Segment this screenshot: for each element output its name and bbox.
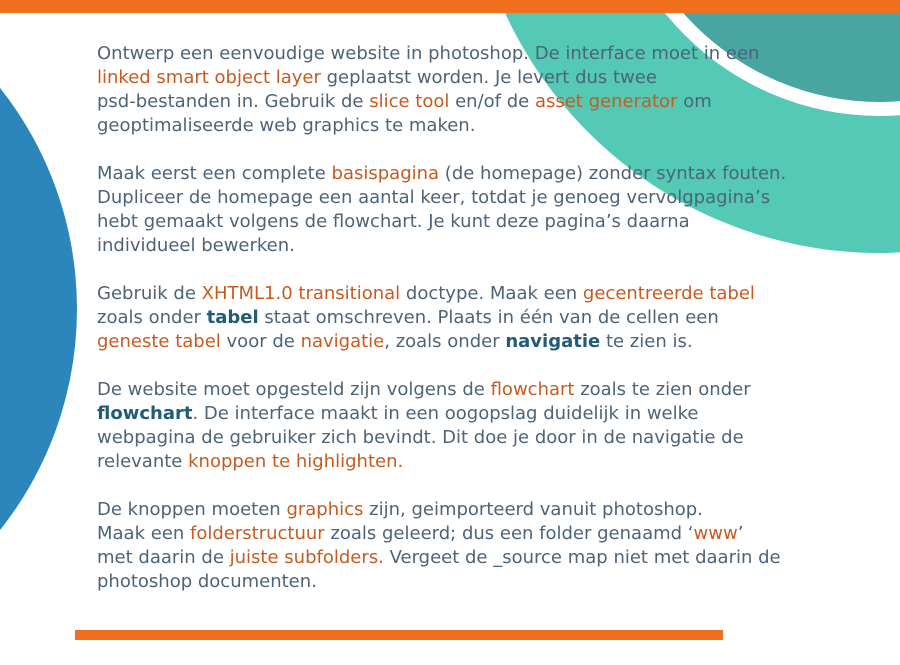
text-segment: te zien is. <box>600 331 693 352</box>
text-line <box>97 186 877 210</box>
text-segment: juiste subfolders. <box>229 547 384 568</box>
text-segment: webpagina de gebruiker zich bevindt. Dit doe je door in de navigatie de <box>97 427 744 448</box>
text-segment: en/of de <box>449 91 535 112</box>
text-segment: , zoals onder <box>384 331 506 352</box>
paragraph <box>97 162 877 258</box>
text-segment: voor de <box>220 331 301 352</box>
text-segment: Gebruik de <box>97 283 202 304</box>
text-segment: gecentreerde tabel <box>582 283 755 304</box>
text-segment: basispagina <box>331 163 440 184</box>
text-segment: knoppen te highlighten. <box>188 451 404 472</box>
text-segment: navigatie <box>300 331 385 352</box>
text-segment: (de homepage) zonder syntax fouten. <box>439 163 787 184</box>
text-segment: photoshop documenten. <box>97 571 317 592</box>
text-segment: zijn, geimporteerd vanuit photoshop. <box>363 499 703 520</box>
paragraph <box>97 498 877 594</box>
text-segment: hebt gemaakt volgens de flowchart. Je kunt deze pagina’s daarna <box>97 211 690 232</box>
text-line <box>97 546 877 570</box>
text-segment: Maak eerst een complete <box>97 163 332 184</box>
text-line <box>97 66 877 90</box>
text-line <box>97 378 877 402</box>
text-segment: geoptimaliseerde web graphics te maken. <box>97 115 476 136</box>
text-segment: navigatie <box>505 331 601 352</box>
text-segment: Dupliceer de homepage een aantal keer, totdat je genoeg vervolgpagina’s <box>97 187 771 208</box>
text-line <box>97 162 877 186</box>
text-line <box>97 498 877 522</box>
text-line <box>97 90 877 114</box>
text-line <box>97 522 877 546</box>
text-segment: om <box>677 91 712 112</box>
text-line <box>97 426 877 450</box>
text-segment: www <box>693 523 738 544</box>
text-segment: graphics <box>286 499 364 520</box>
text-segment: De knoppen moeten <box>97 499 287 520</box>
text-segment: tabel <box>206 307 259 328</box>
text-segment: doctype. Maak een <box>400 283 583 304</box>
text-segment: zoals geleerd; dus een folder genaamd ‘ <box>324 523 694 544</box>
text-line <box>97 282 877 306</box>
text-segment: geplaatst worden. Je levert dus twee <box>320 67 657 88</box>
text-segment: Maak een <box>97 523 191 544</box>
text-segment: linked smart object layer <box>97 67 321 88</box>
text-segment: ’ <box>737 523 744 544</box>
text-line <box>97 42 877 66</box>
blue-left-circle <box>0 0 77 665</box>
text-line <box>97 210 877 234</box>
text-segment: zoals onder <box>97 307 207 328</box>
text-segment: . De interface maakt in een oogopslag duidelijk in welke <box>192 403 699 424</box>
text-line <box>97 330 877 354</box>
text-segment: flowchart <box>97 403 193 424</box>
text-line <box>97 306 877 330</box>
text-line <box>97 570 877 594</box>
text-segment: Vergeet de _source map niet met daarin de <box>383 547 781 568</box>
text-line <box>97 450 877 474</box>
assignment-brief-text <box>97 42 877 618</box>
text-segment: staat omschreven. Plaats in één van de cellen een <box>258 307 719 328</box>
text-segment: met daarin de <box>97 547 230 568</box>
bottom-accent-bar <box>75 630 723 640</box>
paragraph <box>97 42 877 138</box>
text-segment: zoals te zien onder <box>574 379 751 400</box>
paragraph <box>97 378 877 474</box>
text-line <box>97 234 877 258</box>
text-segment: XHTML1.0 transitional <box>201 283 401 304</box>
text-segment: geneste tabel <box>97 331 221 352</box>
text-line <box>97 114 877 138</box>
text-segment: relevante <box>97 451 189 472</box>
text-segment: Ontwerp een eenvoudige website in photoshop. De interface moet in een <box>97 43 760 64</box>
text-segment: individueel bewerken. <box>97 235 295 256</box>
text-segment: psd-bestanden in. Gebruik de <box>97 91 370 112</box>
top-accent-bar <box>0 0 900 13</box>
text-segment: folderstructuur <box>190 523 325 544</box>
text-line <box>97 402 877 426</box>
paragraph <box>97 282 877 354</box>
text-segment: asset generator <box>534 91 678 112</box>
text-segment: De website moet opgesteld zijn volgens de <box>97 379 491 400</box>
text-segment: slice tool <box>369 91 450 112</box>
text-segment: flowchart <box>490 379 575 400</box>
